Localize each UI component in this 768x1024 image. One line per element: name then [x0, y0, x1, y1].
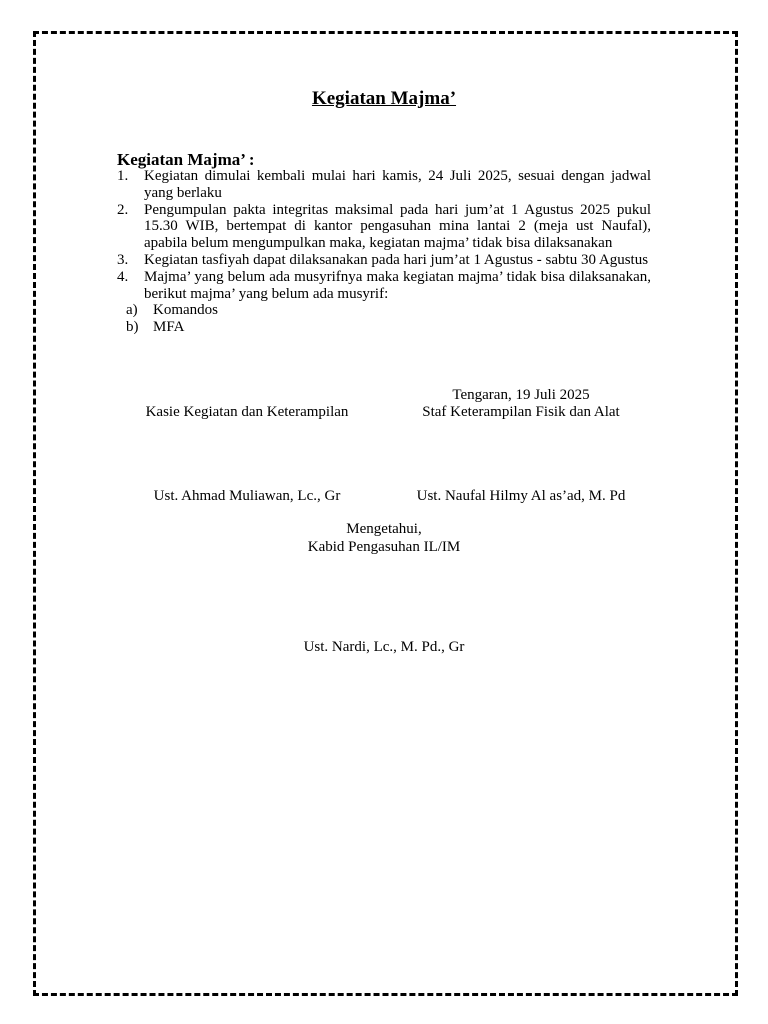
list-item-text: Kegiatan tasfiyah dapat dilaksanakan pada hari jum’at 1 Agustus - sabtu 30 Agustus: [144, 251, 649, 268]
acknowledge-label: Mengetahui,: [346, 521, 422, 537]
list-item-number: 2.: [117, 201, 129, 218]
list-item-text: Majma’ yang belum ada musyrifnya maka kegiatan majma’ tidak bisa dilaksanakan, berikut majma’ yang belum ada musyrif:: [144, 268, 651, 302]
left-signatory-name: Ust. Ahmad Muliawan, Lc., Gr: [153, 488, 341, 504]
section-heading: Kegiatan Majma’ :: [117, 150, 255, 169]
sub-list-item: [117, 319, 651, 336]
right-signatory-position: Staf Keterampilan Fisik dan Alat: [422, 404, 620, 420]
list-item-text: Kegiatan dimulai kembali mulai hari kamis, 24 Juli 2025, sesuai dengan jadwal yang berlaku: [144, 168, 651, 201]
right-signatory-name: Ust. Naufal Hilmy Al as’ad, M. Pd: [416, 488, 626, 504]
document-title: Kegiatan Majma’: [311, 88, 457, 109]
activity-list: [117, 168, 651, 336]
list-item-number: 4.: [117, 268, 129, 285]
left-signatory-position: Kasie Kegiatan dan Keterampilan: [145, 404, 349, 420]
list-item-number: 3.: [117, 251, 129, 268]
list-item: [117, 168, 651, 202]
list-item: [117, 252, 651, 269]
acknowledge-name: Ust. Nardi, Lc., M. Pd., Gr: [303, 639, 465, 655]
sub-list-item-text: MFA: [153, 319, 185, 336]
sub-list-item-letter: a): [126, 302, 138, 319]
list-item: [117, 269, 651, 303]
list-item: [117, 202, 651, 252]
place-date: Tengaran, 19 Juli 2025: [452, 387, 590, 403]
sub-list-item-text: Komandos: [153, 302, 218, 319]
acknowledge-position: Kabid Pengasuhan IL/IM: [307, 539, 461, 555]
sub-list-item: [117, 302, 651, 319]
sub-list-item-letter: b): [126, 319, 139, 336]
list-item-text: Pengumpulan pakta integritas maksimal pada hari jum’at 1 Agustus 2025 pukul 15.30 WIB, bertempat di kantor pengasuhan mina lantai 2 (meja ust Naufal), apabila belum mengumpulkan maka, kegiatan majma’ tidak bisa dilaksanakan: [144, 201, 651, 252]
list-item-number: 1.: [117, 168, 129, 184]
